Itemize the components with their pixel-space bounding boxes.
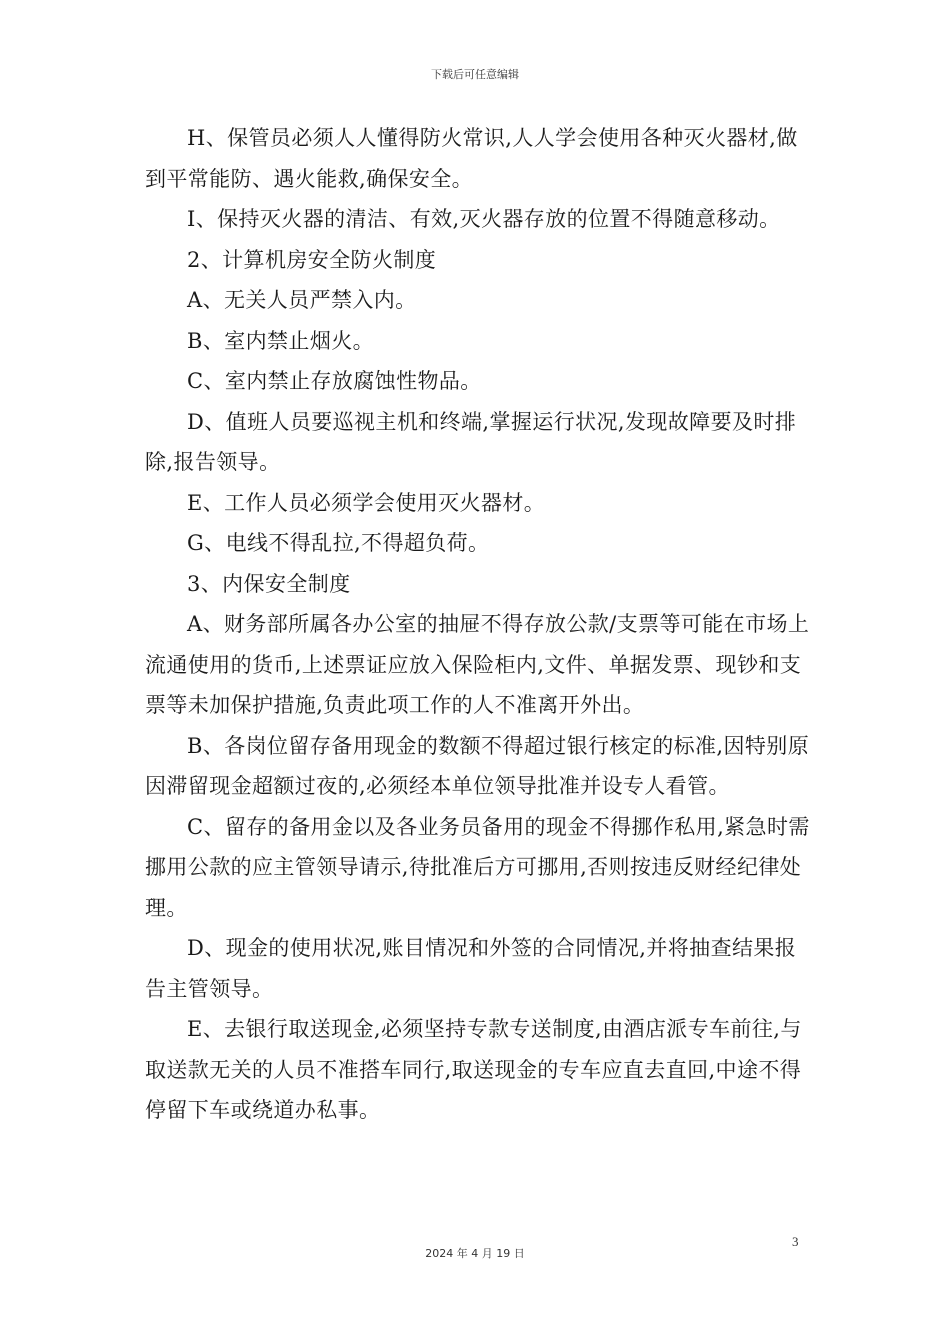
paragraph-no-fire: B、室内禁止烟火。 [187, 328, 375, 353]
paragraph-fire-knowledge: H、保管员必须人人懂得防火常识,人人学会使用各种灭火器材,做到平常能防、遇火能救,确保安全。 [145, 126, 798, 191]
section-heading-computer-room: 2、计算机房安全防火制度 [187, 247, 437, 272]
page-number: 3 [792, 1234, 799, 1249]
paragraph-cash-limit: B、各岗位留存备用现金的数额不得超过银行核定的标准,因特别原因滞留现金超额过夜的,必须经本单位领导批准并设专人看管。 [145, 733, 810, 798]
paragraph-drawer-storage: A、财务部所属各办公室的抽屉不得存放公款/支票等可能在市场上流通使用的货币,上述票证应放入保险柜内,文件、单据发票、现钞和支票等未加保护措施,负责此项工作的人不准离开外出。 [145, 612, 810, 717]
section-heading-internal-security: 3、内保安全制度 [187, 571, 351, 596]
page-header: 下载后可任意编辑 [431, 68, 519, 81]
paragraph-cash-audit: D、现金的使用状况,账目情况和外签的合同情况,并将抽查结果报告主管领导。 [145, 936, 797, 1001]
paragraph-duty-inspection: D、值班人员要巡视主机和终端,掌握运行状况,发现故障要及时排除,报告领导。 [145, 409, 797, 474]
paragraph-wiring: G、电线不得乱拉,不得超负荷。 [187, 531, 490, 555]
page-footer-date: 2024 年 4 月 19 日 [425, 1247, 525, 1260]
paragraph-extinguisher-care: I、保持灭火器的清洁、有效,灭火器存放的位置不得随意移动。 [187, 207, 781, 231]
paragraph-staff-training: E、工作人员必须学会使用灭火器材。 [187, 490, 546, 515]
paragraph-no-entry: A、无关人员严禁入内。 [187, 288, 417, 312]
paragraph-reserve-funds: C、留存的备用金以及各业务员备用的现金不得挪作私用,紧急时需挪用公款的应主管领导请示,待批准后方可挪用,否则按违反财经纪律处理。 [145, 814, 810, 920]
document-body [145, 118, 810, 1131]
paragraph-no-corrosives: C、室内禁止存放腐蚀性物品。 [187, 369, 482, 393]
paragraph-cash-transport: E、去银行取送现金,必须坚持专款专送制度,由酒店派专车前往,与取送款无关的人员不准搭车同行,取送现金的专车应直去直回,中途不得停留下车或绕道办私事。 [145, 1017, 802, 1122]
